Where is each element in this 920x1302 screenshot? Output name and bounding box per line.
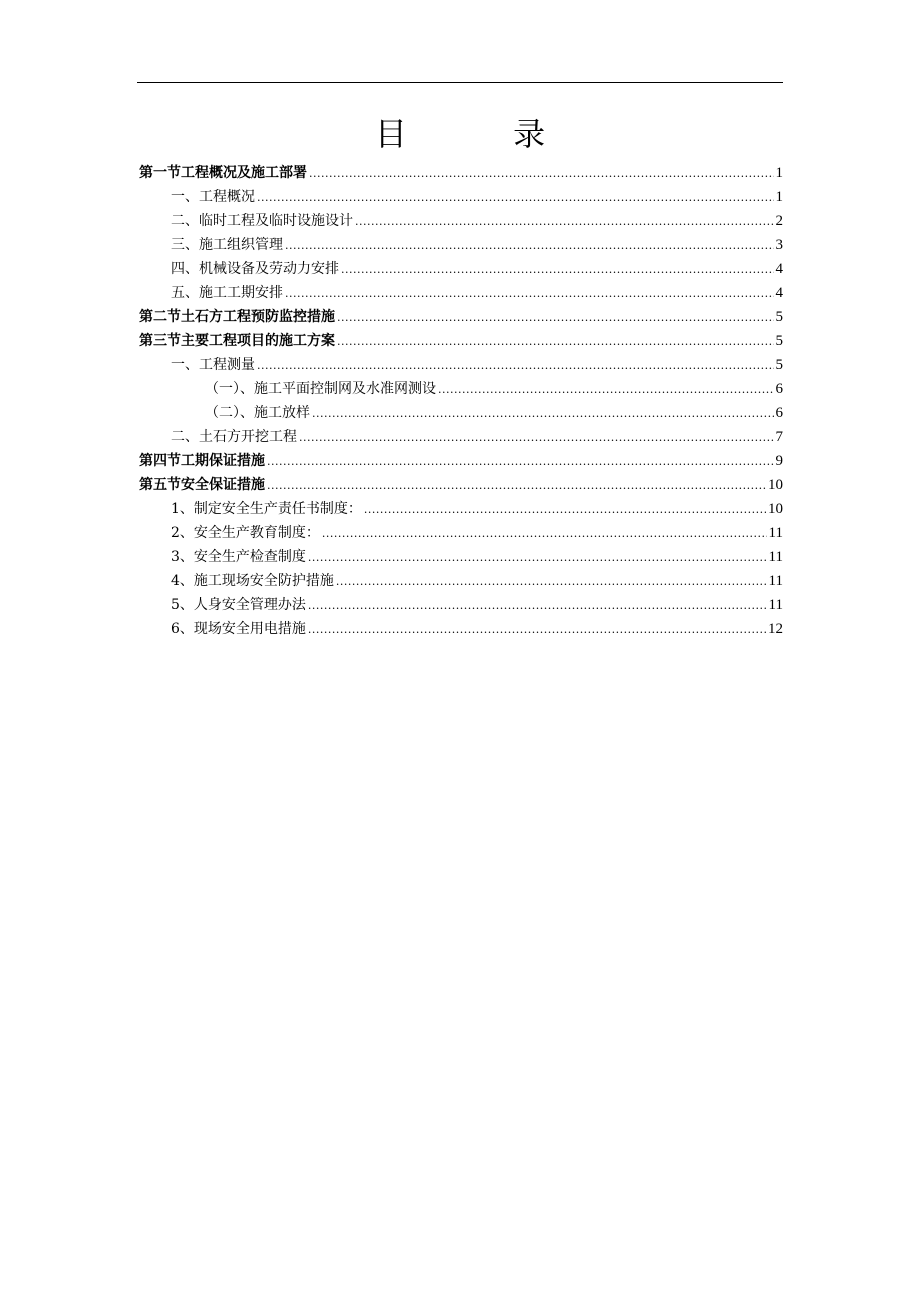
toc-entry-title: 5、人身安全管理办法 — [171, 597, 306, 613]
toc-dot-leader — [337, 305, 774, 330]
toc-entry[interactable] — [137, 161, 783, 185]
toc-page-number: 5 — [775, 309, 783, 325]
toc-section-number: 第二节 — [139, 309, 181, 325]
toc-page-number: 11 — [768, 525, 783, 541]
toc-dot-leader — [308, 617, 766, 642]
toc-entry-title: 2、安全生产教育制度： — [171, 525, 320, 541]
toc-page-number: 6 — [775, 381, 783, 397]
toc-entry-title: （一）、施工平面控制网及水准网测设 — [205, 381, 436, 397]
toc-entry-title: 二、临时工程及临时设施设计 — [171, 213, 353, 229]
toc-dot-leader — [267, 449, 774, 474]
toc-entry[interactable] — [137, 545, 783, 569]
toc-page-number: 1 — [775, 189, 783, 205]
toc-page-number: 11 — [768, 573, 783, 589]
toc-dot-leader — [309, 161, 774, 186]
toc-section-number: 第三节 — [139, 333, 181, 349]
toc-entry-title: 安全保证措施 — [181, 477, 265, 493]
toc-entry[interactable] — [137, 377, 783, 401]
toc-entry[interactable] — [137, 329, 783, 353]
toc-dot-leader — [336, 569, 767, 594]
toc-entry[interactable] — [137, 617, 783, 641]
toc-page-number: 10 — [768, 501, 783, 517]
toc-entry-title: 4、施工现场安全防护措施 — [171, 573, 334, 589]
toc-dot-leader — [299, 425, 774, 450]
toc-entry[interactable] — [137, 473, 783, 497]
toc-section-number: 第四节 — [139, 453, 181, 469]
toc-entry-title: 6、现场安全用电措施 — [171, 621, 306, 637]
toc-page-number: 10 — [768, 477, 783, 493]
toc-dot-leader — [267, 473, 766, 498]
toc-dot-leader — [355, 209, 774, 234]
toc-dot-leader — [285, 233, 774, 258]
toc-entry-title: 工期保证措施 — [181, 453, 265, 469]
toc-page-number: 6 — [775, 405, 783, 421]
toc-entry-title: （二）、施工放样 — [205, 405, 310, 421]
toc-entry[interactable] — [137, 185, 783, 209]
toc-dot-leader — [438, 377, 774, 402]
toc-page-number: 3 — [775, 237, 783, 253]
page-title: 目 录 — [374, 115, 594, 153]
toc-entry[interactable] — [137, 449, 783, 473]
toc-page-number: 4 — [775, 261, 783, 277]
toc-page-number: 11 — [768, 549, 783, 565]
toc-entry-title: 四、机械设备及劳动力安排 — [171, 261, 339, 277]
toc-page-number: 5 — [775, 333, 783, 349]
toc-entry-title: 一、工程测量 — [171, 357, 255, 373]
toc-dot-leader — [322, 521, 767, 546]
toc-page-number: 2 — [775, 213, 783, 229]
toc-entry-title: 一、工程概况 — [171, 189, 255, 205]
toc-page-number: 7 — [775, 429, 783, 445]
toc-dot-leader — [312, 401, 774, 426]
toc-entry-title: 3、安全生产检查制度 — [171, 549, 306, 565]
toc-entry-title: 土石方工程预防监控措施 — [181, 309, 335, 325]
toc-dot-leader — [308, 545, 767, 570]
toc-dot-leader — [341, 257, 774, 282]
toc-entry-title: 1、制定安全生产责任书制度： — [171, 501, 362, 517]
toc-entry-title: 主要工程项目的施工方案 — [181, 333, 335, 349]
toc-section-number: 第一节 — [139, 165, 181, 181]
toc-section-number: 第五节 — [139, 477, 181, 493]
toc-page-number: 5 — [775, 357, 783, 373]
header-rule — [137, 82, 783, 83]
toc-entry[interactable] — [137, 521, 783, 545]
toc-entry[interactable] — [137, 593, 783, 617]
toc-entry[interactable] — [137, 209, 783, 233]
toc-entry[interactable] — [137, 233, 783, 257]
toc-page-number: 9 — [775, 453, 783, 469]
toc-dot-leader — [257, 185, 774, 210]
toc-entry-title: 三、施工组织管理 — [171, 237, 283, 253]
toc-page-number: 1 — [775, 165, 783, 181]
toc-page-number: 12 — [768, 621, 783, 637]
toc-page-number: 11 — [768, 597, 783, 613]
toc-dot-leader — [337, 329, 774, 354]
toc-page-number: 4 — [775, 285, 783, 301]
toc-entry[interactable] — [137, 281, 783, 305]
toc-entry[interactable] — [137, 353, 783, 377]
toc-entry-title: 五、施工工期安排 — [171, 285, 283, 301]
table-of-contents — [137, 161, 783, 641]
toc-entry-title: 工程概况及施工部署 — [181, 165, 307, 181]
toc-entry[interactable] — [137, 305, 783, 329]
toc-entry[interactable] — [137, 569, 783, 593]
toc-dot-leader — [285, 281, 774, 306]
toc-dot-leader — [257, 353, 774, 378]
toc-entry[interactable] — [137, 425, 783, 449]
toc-entry-title: 二、土石方开挖工程 — [171, 429, 297, 445]
toc-entry[interactable] — [137, 257, 783, 281]
toc-dot-leader — [308, 593, 767, 618]
toc-dot-leader — [364, 497, 766, 522]
toc-entry[interactable] — [137, 401, 783, 425]
toc-entry[interactable] — [137, 497, 783, 521]
